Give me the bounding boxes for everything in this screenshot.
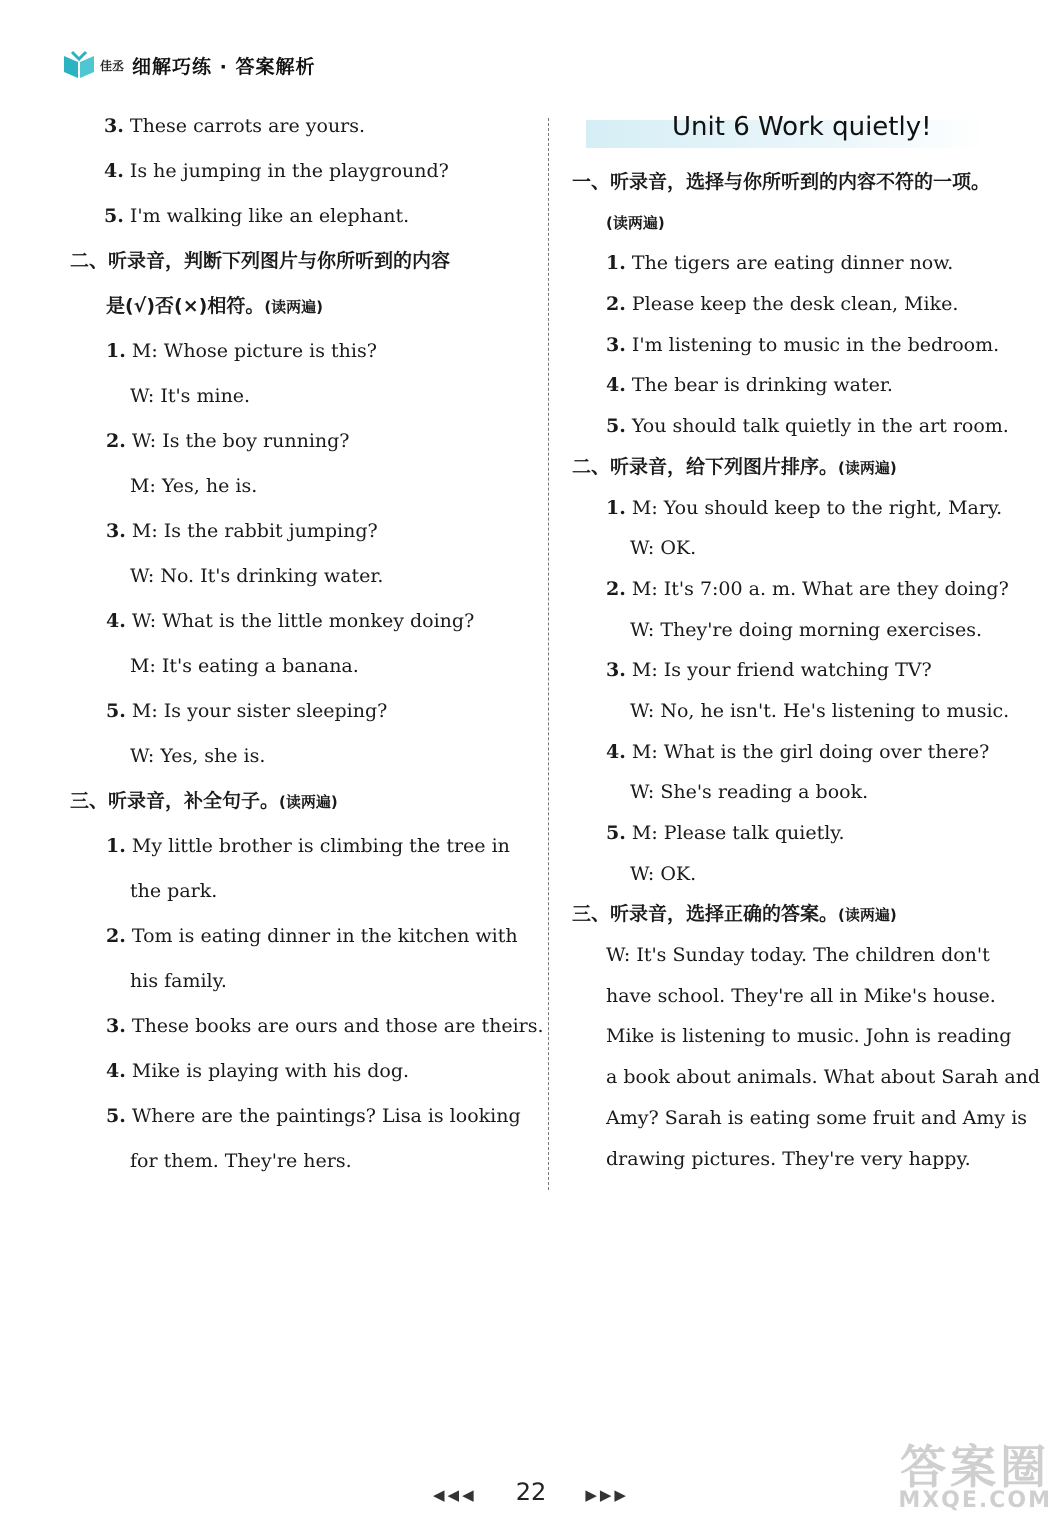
column-divider <box>548 118 549 1190</box>
list-item: 3. I'm listening to music in the bedroom. <box>606 333 1000 356</box>
right-column <box>572 104 1041 1179</box>
dialog-line: W: No, he isn't. He's listening to music. <box>630 699 1010 722</box>
list-item: 4. Mike is playing with his dog. <box>106 1060 410 1082</box>
dialog-line: 4. M: What is the girl doing over there? <box>606 740 990 763</box>
list-item: 3. These carrots are yours. <box>104 115 366 137</box>
section-heading: 二、听录音，判断下列图片与你所听到的内容 <box>70 250 451 272</box>
dialog-line: 5. M: Please talk quietly. <box>606 822 845 844</box>
list-item-cont: his family. <box>130 970 227 992</box>
dialog-line: M: It's eating a banana. <box>130 655 359 677</box>
dialog-line: W: OK. <box>630 862 697 885</box>
paragraph-line: W: It's Sunday today. The children don't <box>606 944 990 967</box>
list-item: 4. Is he jumping in the playground? <box>104 160 449 182</box>
dialog-line: W: Yes, she is. <box>130 745 266 767</box>
dialog-line: 3. M: Is the rabbit jumping? <box>106 520 378 542</box>
header-title: 细解巧练 · 答案解析 <box>132 55 316 78</box>
dialog-line: W: She's reading a book. <box>630 781 869 804</box>
list-item: 1. My little brother is climbing the tree in <box>106 835 510 857</box>
unit-title-block <box>572 104 1034 162</box>
section-heading: 三、听录音，补全句子。(读两遍) <box>70 790 338 812</box>
book-logo-icon <box>62 50 96 80</box>
page-header <box>62 48 315 82</box>
list-item: 4. The bear is drinking water. <box>606 374 893 397</box>
paragraph-line: Amy? Sarah is eating some fruit and Amy is <box>606 1106 1028 1129</box>
list-item-cont: for them. They're hers. <box>130 1150 352 1172</box>
list-item: 5. I'm walking like an elephant. <box>104 205 410 227</box>
dialog-line: W: It's mine. <box>130 385 251 407</box>
list-item: 2. Please keep the desk clean, Mike. <box>606 293 959 316</box>
list-item: 1. The tigers are eating dinner now. <box>606 252 954 275</box>
watermark-text: 答案圈 <box>900 1440 1051 1494</box>
dialog-line: M: Yes, he is. <box>130 475 258 497</box>
dialog-line: W: OK. <box>630 537 697 560</box>
prev-arrows-icon: ◀◀◀ <box>433 1486 477 1504</box>
list-item: 5. Where are the paintings? Lisa is looking <box>106 1105 521 1127</box>
list-item: 2. Tom is eating dinner in the kitchen with <box>106 925 518 947</box>
watermark-url: MXQE.COM <box>898 1488 1052 1513</box>
dialog-line: 5. M: Is your sister sleeping? <box>106 700 388 722</box>
dialog-line: W: No. It's drinking water. <box>130 565 384 587</box>
left-column <box>70 104 544 1184</box>
section-heading: 一、听录音，选择与你所听到的内容不符的一项。 <box>572 171 991 193</box>
section-heading: 三、听录音，选择正确的答案。(读两遍) <box>572 903 897 926</box>
unit-title: Unit 6 Work quietly! <box>672 112 932 142</box>
section-heading-cont: 是(√)否(×)相符。(读两遍) <box>106 295 324 317</box>
list-item: 5. You should talk quietly in the art room. <box>606 415 1009 438</box>
dialog-line: 2. M: It's 7:00 a. m. What are they doing? <box>606 577 1009 600</box>
section-heading: 二、听录音，给下列图片排序。(读两遍) <box>572 455 897 478</box>
paragraph-line: have school. They're all in Mike's house. <box>606 984 996 1007</box>
dialog-line: 3. M: Is your friend watching TV? <box>606 659 932 682</box>
watermark <box>898 1440 1052 1513</box>
next-arrows-icon: ▶▶▶ <box>585 1486 629 1504</box>
dialog-line: 2. W: Is the boy running? <box>106 430 350 452</box>
dialog-line: 4. W: What is the little monkey doing? <box>106 610 475 632</box>
paragraph-line: a book about animals. What about Sarah and <box>606 1066 1041 1089</box>
section-note: (读两遍) <box>606 213 665 232</box>
list-item-cont: the park. <box>130 880 218 902</box>
brand-name: 佳丞 <box>100 58 125 73</box>
dialog-line: 1. M: Whose picture is this? <box>106 340 377 362</box>
dialog-line: 1. M: You should keep to the right, Mary. <box>606 496 1003 519</box>
list-item: 3. These books are ours and those are theirs. <box>106 1015 544 1037</box>
dialog-line: W: They're doing morning exercises. <box>630 618 982 641</box>
paragraph-line: Mike is listening to music. John is reading <box>606 1025 1012 1048</box>
paragraph-line: drawing pictures. They're very happy. <box>606 1147 971 1170</box>
page-number: 22 <box>515 1478 547 1506</box>
